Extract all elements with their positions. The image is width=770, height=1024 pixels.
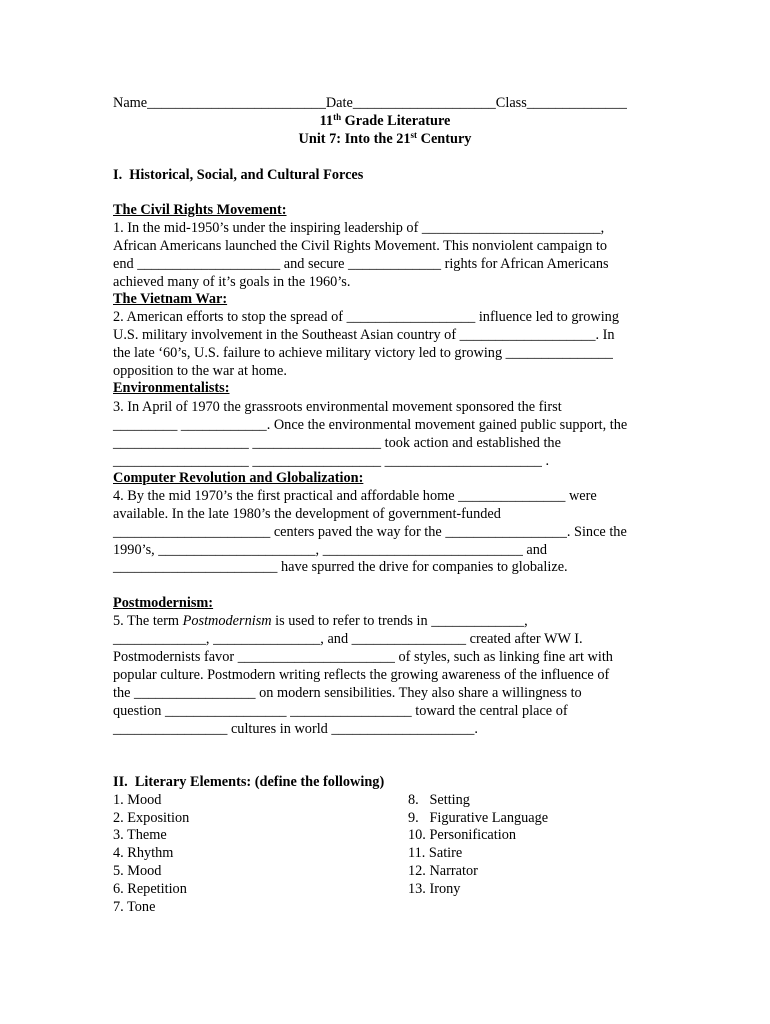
question-line: 1. In the mid-1950’s under the inspiring leadership of _________________________, [113,220,605,236]
question-line: _______________________ have spurred the drive for companies to globalize. [113,559,568,575]
term-item: 1. Mood [113,792,162,808]
question-line: 1990’s, ______________________, ____________________________ and [113,542,548,558]
unit-title [0,130,770,148]
section-1-heading: I. Historical, Social, and Cultural Forces [113,167,364,183]
question-line: popular culture. Postmodern writing reflects the growing awareness of the influence of [113,667,610,683]
question-line: Postmodernists favor ______________________ of styles, such as linking fine art with [113,649,613,665]
unit-text: Unit 7: Into the 21 [298,131,411,147]
name-date-class-line: Name_________________________Date____________________Class______________ [113,95,627,111]
course-rest: Grade Literature [341,113,451,129]
question-line: available. In the late 1980’s the development of government-funded [113,506,501,522]
unit-rest: Century [417,131,472,147]
term-item: 7. Tone [113,899,156,915]
term-item: 11. Satire [408,845,463,861]
section-2-heading: II. Literary Elements: (define the following) [113,774,385,790]
question-line: question _________________ _________________ toward the central place of [113,703,568,719]
question-line: 4. By the mid 1970’s the first practical and affordable home _______________ were [113,488,597,504]
question-line: the late ‘60’s, U.S. failure to achieve military victory led to growing _______________ [113,345,613,361]
term-item: 4. Rhythm [113,845,174,861]
term-item: 13. Irony [408,881,461,897]
term-item: 2. Exposition [113,810,190,826]
question-line: _____________, _______________, and ________________ created after WW I. [113,631,583,647]
term-item: 3. Theme [113,827,167,843]
vietnam-war-heading: The Vietnam War: [113,291,228,307]
question-line: 3. In April of 1970 the grassroots environmental movement sponsored the first [113,399,562,415]
computer-revolution-heading: Computer Revolution and Globalization: [113,470,364,486]
term-item: 8. Setting [408,792,470,808]
course-number: 11 [319,113,334,129]
unit-suffix: st [410,130,418,140]
question-line: ___________________ __________________ took action and established the [113,435,561,451]
question-line: end ____________________ and secure _____________ rights for African Americans [113,256,609,272]
question-text: 5. The term [113,613,183,629]
term-item: 9. Figurative Language [408,810,549,826]
question-text: is used to refer to trends in _____________, [271,613,528,629]
question-line: ________________ cultures in world ____________________. [113,721,478,737]
term-item: 6. Repetition [113,881,187,897]
question-line: ______________________ centers paved the way for the _________________. Since the [113,524,627,540]
course-title [0,112,770,130]
question-line: 2. American efforts to stop the spread of __________________ influence led to growing [113,309,619,325]
question-line: African Americans launched the Civil Rights Movement. This nonviolent campaign to [113,238,608,254]
environmentalists-heading: Environmentalists: [113,380,230,396]
postmodernism-heading: Postmodernism: [113,595,214,611]
term-item: 10. Personification [408,827,517,843]
postmodernism-term: Postmodernism [182,613,272,629]
question-line: ___________________ __________________ ______________________ . [113,453,550,469]
question-line: opposition to the war at home. [113,363,287,379]
question-line [113,612,528,630]
course-suffix: th [333,112,342,122]
term-item: 5. Mood [113,863,162,879]
question-line: achieved many of it’s goals in the 1960’s. [113,274,351,290]
question-line: U.S. military involvement in the Southeast Asian country of ___________________. In [113,327,615,343]
term-item: 12. Narrator [408,863,478,879]
question-line: the _________________ on modern sensibilities. They also share a willingness to [113,685,582,701]
civil-rights-heading: The Civil Rights Movement: [113,202,287,218]
question-line: _________ ____________. Once the environmental movement gained public support, the [113,417,628,433]
